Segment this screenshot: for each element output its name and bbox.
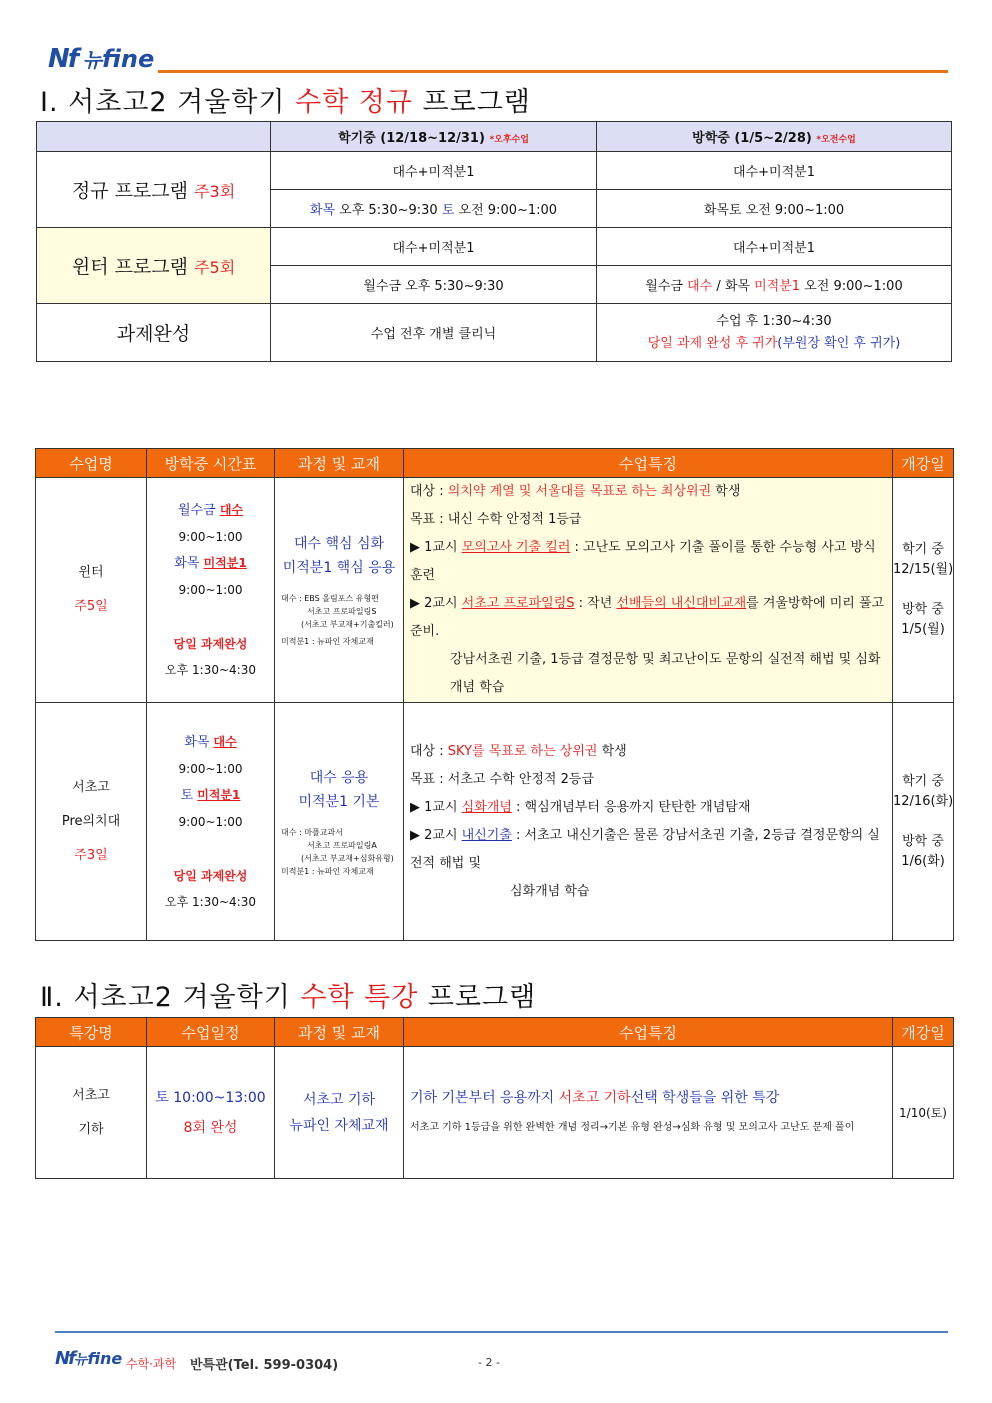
special-course: 서초고 기하 뉴파인 자체교재 xyxy=(275,1047,404,1179)
homework-label: 과제완성 xyxy=(37,304,271,362)
schedule-premed: 화목 대수 9:00~1:00 토 미적분1 9:00~1:00 당일 과제완성 오후 1:30~4:30 xyxy=(147,703,275,941)
special-features: 기하 기본부터 응용까지 서초고 기하선택 학생들을 위한 특강 서초고 기하 1등급을 위한 완벽한 개념 정리→기본 유형 완성→심화 유형 및 모의고사 고난도 문제 풀이 xyxy=(404,1047,893,1179)
regular-vacation-time: 화목토 오전 9:00~1:00 xyxy=(597,190,952,228)
special-schedule: 토 10:00~13:00 8회 완성 xyxy=(147,1047,275,1179)
special-table xyxy=(35,1017,954,1179)
col-header-name: 수업명 xyxy=(36,449,147,478)
footer-branch: 반특관(Tel. 599-0304) xyxy=(190,1358,339,1373)
col-header-special-features: 수업특징 xyxy=(404,1018,893,1047)
col-header-features: 수업특징 xyxy=(404,449,893,478)
page-number: - 2 - xyxy=(478,1356,500,1369)
section2-title: Ⅱ. 서초고2 겨울학기 수학 특강 프로그램 xyxy=(40,982,537,1013)
footer-rule xyxy=(55,1331,948,1333)
course-premed: 대수 응용 미적분1 기본 대수 : 마플교과서 서초고 프로파일링A (서초고 부교재+심화유형) 미적분1 : 뉴파인 자체교재 xyxy=(275,703,404,941)
special-open-date: 1/10(토) xyxy=(893,1047,954,1179)
class-name-premed: 서초고 Pre의치대 주3일 xyxy=(36,703,147,941)
logo-en: fine xyxy=(101,45,155,73)
regular-program-table xyxy=(36,121,952,362)
col-header-schedule: 방학중 시간표 xyxy=(147,449,275,478)
table-row xyxy=(36,478,954,703)
features-winter: 대상 : 의치약 계열 및 서울대를 목표로 하는 최상위권 학생 목표 : 내신 수학 안정적 1등급 ▶ 1교시 모의고사 기출 킬러 : 고난도 모의고사 기출 풀이를 통한 수능형 사고 방식 훈련 ▶ 2교시 서초고 프로파일링S : 작년 선배들의 내신대비교재를 겨울방학에 미리 풀고 준비. 강남서초권 기출, 1등급 결정문항 및 최고난이도 문항의 실전적 해법 및 심화개념 학습 xyxy=(404,478,893,703)
winter-vacation-time: 월수금 대수 / 화목 미적분1 오전 9:00~1:00 xyxy=(597,266,952,304)
regular-semester-subject: 대수+미적분1 xyxy=(271,152,597,190)
course-winter: 대수 핵심 심화 미적분1 핵심 응용 대수 : EBS 올림포스 유형편 서초고 프로파일링S (서초고 부교재+기출킬러) 미적분1 : 뉴파인 자체교재 xyxy=(275,478,404,703)
winter-semester-subject: 대수+미적분1 xyxy=(271,228,597,266)
vacation-header: 방학중 (1/5~2/28) *오전수업 xyxy=(597,122,952,152)
col-header-course: 과정 및 교재 xyxy=(275,449,404,478)
homework-semester: 수업 전후 개별 클리닉 xyxy=(271,304,597,362)
regular-vacation-subject: 대수+미적분1 xyxy=(597,152,952,190)
winter-vacation-subject: 대수+미적분1 xyxy=(597,228,952,266)
footer-logo: Nf뉴fine xyxy=(55,1348,123,1369)
class-name-winter: 윈터 주5일 xyxy=(36,478,147,703)
homework-vacation: 수업 후 1:30~4:30 당일 과제 완성 후 귀가(부원장 확인 후 귀가) xyxy=(597,304,952,362)
col-header-special-schedule: 수업일정 xyxy=(147,1018,275,1047)
col-header-special-course: 과정 및 교재 xyxy=(275,1018,404,1047)
features-premed: 대상 : SKY를 목표로 하는 상위권 학생 목표 : 서초고 수학 안정적 2등급 ▶ 1교시 심화개념 : 핵심개념부터 응용까지 탄탄한 개념탐재 ▶ 2교시 내신기출 : 서초고 내신기출은 물론 강남서초권 기출, 2등급 결정문항의 실전적 해법 및 심화개념 학습 xyxy=(404,703,893,941)
logo-ko: 뉴 xyxy=(82,48,102,72)
regular-label: 정규 프로그램 주3회 xyxy=(37,152,271,228)
winter-semester-time: 월수금 오후 5:30~9:30 xyxy=(271,266,597,304)
semester-header: 학기중 (12/18~12/31) *오후수업 xyxy=(271,122,597,152)
col-header-special-open: 개강일 xyxy=(893,1018,954,1047)
table-row xyxy=(36,703,954,941)
winter-label: 윈터 프로그램 주5회 xyxy=(37,228,271,304)
col-header-special-name: 특강명 xyxy=(36,1018,147,1047)
class-table xyxy=(35,448,954,941)
open-date-winter: 학기 중 12/15(월) 방학 중 1/5(월) xyxy=(893,478,954,703)
header-rule xyxy=(158,70,948,73)
logo-mark: Nf xyxy=(48,44,78,74)
corner-cell xyxy=(37,122,271,152)
regular-semester-time: 화목 오후 5:30~9:30 토 오전 9:00~1:00 xyxy=(271,190,597,228)
brand-logo xyxy=(48,44,154,74)
footer-subject: 수학·과학 xyxy=(126,1357,177,1371)
section1-title: Ⅰ. 서초고2 겨울학기 수학 정규 프로그램 xyxy=(40,87,531,118)
col-header-open: 개강일 xyxy=(893,449,954,478)
open-date-premed: 학기 중 12/16(화) 방학 중 1/6(화) xyxy=(893,703,954,941)
special-name: 서초고 기하 xyxy=(36,1047,147,1179)
schedule-winter: 월수금 대수 9:00~1:00 화목 미적분1 9:00~1:00 당일 과제완성 오후 1:30~4:30 xyxy=(147,478,275,703)
table-row xyxy=(36,1047,954,1179)
